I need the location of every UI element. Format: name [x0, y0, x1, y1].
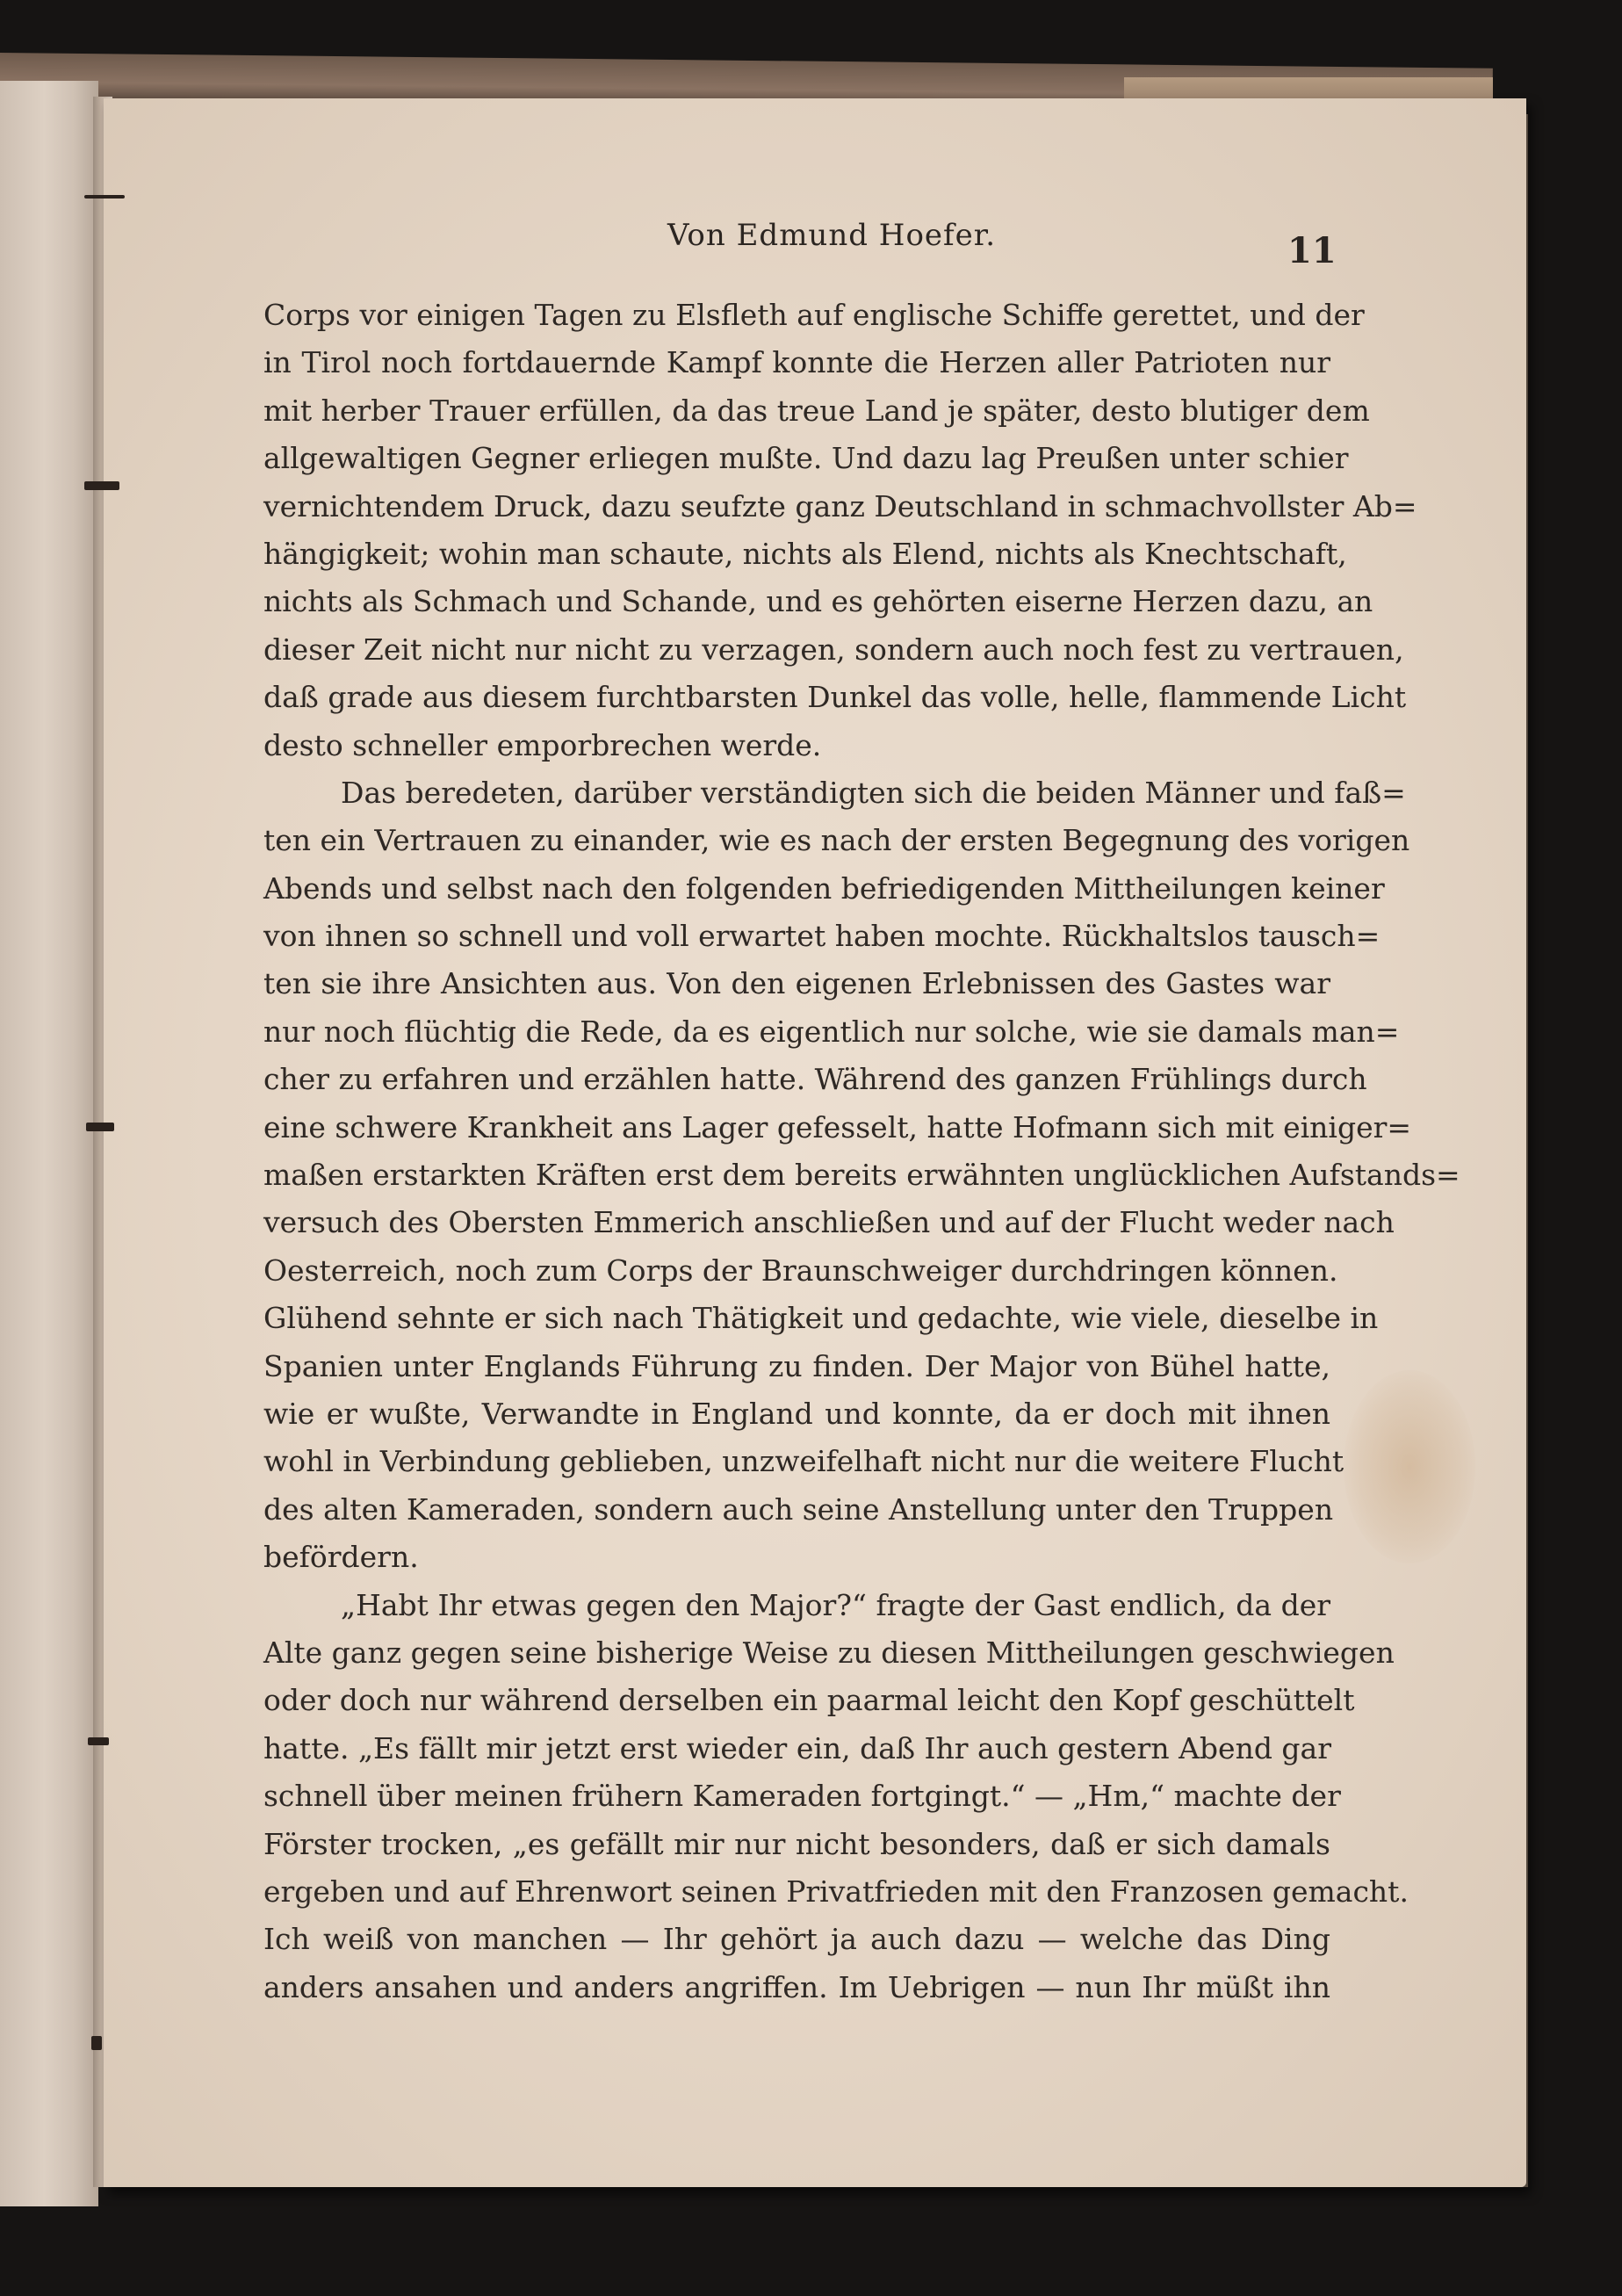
text-line: allgewaltigen Gegner erliegen mußte. Und dazu lag Preußen unter schier — [263, 441, 1349, 476]
page-stain — [1344, 1370, 1475, 1563]
text-line: Ich weiß von manchen — Ihr gehört ja auch dazu — welche das Ding — [263, 1922, 1330, 1957]
text-line: versuch des Obersten Emmerich anschließen und auf der Flucht weder nach — [263, 1205, 1395, 1240]
paragraph — [263, 1582, 1409, 2012]
binding-mark — [88, 1737, 109, 1745]
text-line: desto schneller emporbrechen werde. — [263, 727, 822, 762]
text-line: befördern. — [263, 1540, 419, 1575]
text-line: Förster trocken, „es gefällt mir nur nicht besonders, daß er sich damals — [263, 1826, 1330, 1861]
text-line: hatte. „Es fällt mir jetzt erst wieder ein, daß Ihr auch gestern Abend gar — [263, 1730, 1332, 1765]
text-line: von ihnen so schnell und voll erwartet haben mochte. Rückhaltslos tausch= — [263, 919, 1381, 954]
text-line: schnell über meinen frühern Kameraden fortgingt.“ — „Hm,“ machte der — [263, 1779, 1341, 1814]
text-line: Oesterreich, noch zum Corps der Braunschweiger durchdringen können. — [263, 1253, 1338, 1288]
facing-page-edge — [0, 81, 98, 2206]
text-line: oder doch nur während derselben ein paarmal leicht den Kopf geschüttelt — [263, 1683, 1355, 1718]
text-line: Corps vor einigen Tagen zu Elsfleth auf englische Schiffe gerettet, und der — [263, 298, 1365, 332]
text-line: eine schwere Krankheit ans Lager gefesselt, hatte Hofmann sich mit einiger= — [263, 1109, 1412, 1144]
paragraph — [263, 769, 1460, 1582]
text-line: mit herber Trauer erfüllen, da das treue Land je später, desto blutiger dem — [263, 393, 1370, 428]
text-line: Das beredeten, darüber verständigten sich die beiden Männer und faß= — [341, 775, 1406, 810]
text-line: hängigkeit; wohin man schaute, nichts als Elend, nichts als Knechtschaft, — [263, 536, 1347, 571]
text-line: ten sie ihre Ansichten aus. Von den eigenen Erlebnissen des Gastes war — [263, 966, 1330, 1001]
text-line: daß grade aus diesem furchtbarsten Dunkel das volle, helle, flammende Licht — [263, 680, 1407, 715]
text-line: maßen erstarkten Kräften erst dem bereits erwähnten unglücklichen Aufstands= — [263, 1158, 1460, 1193]
binding-mark — [91, 2036, 102, 2050]
text-line: Alte ganz gegen seine bisherige Weise zu diesen Mittheilungen geschwiegen — [263, 1635, 1395, 1670]
text-line: wie er wußte, Verwandte in England und konnte, da er doch mit ihnen — [263, 1396, 1330, 1431]
text-line: nur noch flüchtig die Rede, da es eigentlich nur solche, wie sie damals man= — [263, 1014, 1400, 1049]
text-line: anders ansahen und anders angriffen. Im Uebrigen — nun Ihr müßt ihn — [263, 1969, 1330, 2004]
text-line: dieser Zeit nicht nur nicht zu verzagen, sondern auch noch fest zu vertrauen, — [263, 632, 1404, 667]
body-text — [263, 292, 1460, 2011]
text-line: ergeben und auf Ehrenwort seinen Privatfrieden mit den Franzosen gemacht. — [263, 1874, 1409, 1909]
text-line: Abends und selbst nach den folgenden befriedigenden Mittheilungen keiner — [263, 870, 1385, 906]
paragraph — [263, 292, 1417, 769]
text-line: Glühend sehnte er sich nach Thätigkeit und gedachte, wie viele, dieselbe in — [263, 1301, 1379, 1336]
text-line: „Habt Ihr etwas gegen den Major?“ fragte der Gast endlich, da der — [341, 1587, 1330, 1622]
text-line: cher zu erfahren und erzählen hatte. Während des ganzen Frühlings durch — [263, 1062, 1367, 1097]
text-line: vernichtendem Druck, dazu seufzte ganz Deutschland in schmachvollster Ab= — [263, 488, 1417, 523]
text-line: in Tirol noch fortdauernde Kampf konnte die Herzen aller Patrioten nur — [263, 345, 1330, 380]
page-number: 11 — [1287, 230, 1337, 271]
text-line: wohl in Verbindung geblieben, unzweifelhaft nicht nur die weitere Flucht — [263, 1444, 1344, 1479]
binding-mark — [86, 1123, 114, 1131]
running-header: Von Edmund Hoefer. — [667, 218, 997, 253]
text-line: ten ein Vertrauen zu einander, wie es nach der ersten Begegnung des vorigen — [263, 823, 1410, 858]
text-line: des alten Kameraden, sondern auch seine Anstellung unter den Truppen — [263, 1491, 1334, 1527]
binding-mark — [84, 481, 119, 490]
binding-mark — [84, 195, 125, 199]
text-line: Spanien unter Englands Führung zu finden. Der Major von Bühel hatte, — [263, 1348, 1330, 1383]
text-line: nichts als Schmach und Schande, und es gehörten eiserne Herzen dazu, an — [263, 584, 1373, 619]
